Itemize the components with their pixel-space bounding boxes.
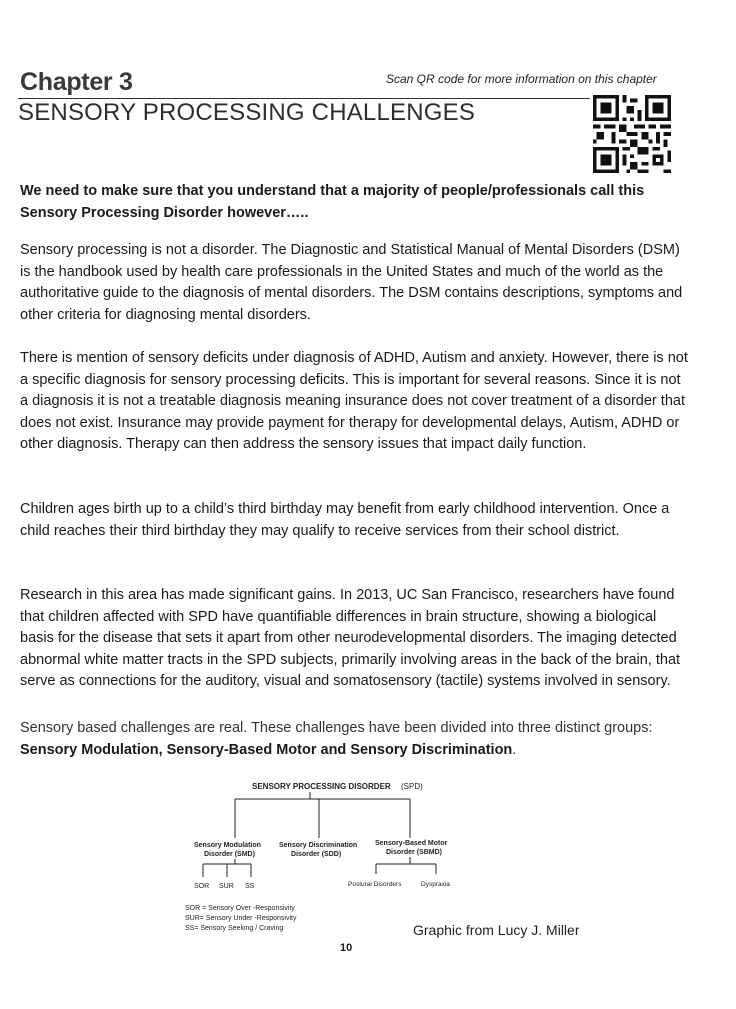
- diagram-legend-sor: SOR = Sensory Over -Responsivity: [185, 905, 295, 912]
- chapter-title: SENSORY PROCESSING CHALLENGES: [18, 99, 476, 126]
- diagram-node-sur: SUR: [219, 883, 234, 890]
- paragraph-dsm: Sensory processing is not a disorder. The Diagnostic and Statistical Manual of Mental Disorders (DSM) is the handbook used by health care professionals in the United States and much of the world as the authoritative guide to the diagnosis of mental disorders. The DSM contains descriptions, symptoms and other criteria for diagnosing mental disorders.: [20, 242, 683, 323]
- diagram-motor-line2: Disorder (SBMD): [386, 849, 443, 856]
- diagram-discrimination-line1: Sensory Discrimination: [279, 842, 358, 849]
- diagram-modulation-line2: Disorder (SMD): [204, 851, 255, 858]
- diagram-motor-line1: Sensory-Based Motor: [375, 840, 448, 847]
- diagram-root-abbr: (SPD): [401, 782, 423, 791]
- paragraph-diagnosis: There is mention of sensory deficits under diagnosis of ADHD, Autism and anxiety. However, there is not a specific diagnosis for sensory processing deficits. This is important for several reasons. Since it is not a diagnosis it is not a treatable diagnosis meaning insurance does not cover treatment of a disorder that does not exist. Insurance may provide payment for therapy for developmental delays, Autism, ADHD or other diagnosis. Therapy can then address the sensory issues that impact daily function.: [20, 350, 688, 452]
- spd-diagram: [180, 775, 480, 940]
- page-number: 10: [340, 942, 353, 954]
- diagram-discrimination-line2: Disorder (SDD): [291, 851, 342, 858]
- diagram-legend-sur: SUR= Sensory Under -Responsivity: [185, 915, 297, 922]
- groups-emphasis: Sensory Modulation, Sensory-Based Motor and Sensory Discrimination: [20, 741, 513, 758]
- intro-note: We need to make sure that you understand that a majority of people/professionals call this Sensory Processing Disorder however…..: [20, 183, 645, 221]
- diagram-node-sor: SOR: [194, 883, 210, 890]
- diagram-node-dyspraxia: Dyspraxia: [421, 881, 450, 888]
- diagram-legend-ss: SS= Sensory Seeking / Craving: [185, 925, 284, 932]
- diagram-root-label: SENSORY PROCESSING DISORDER: [252, 782, 391, 791]
- graphic-credit: Graphic from Lucy J. Miller: [413, 922, 580, 938]
- diagram-modulation-line1: Sensory Modulation: [194, 842, 261, 849]
- diagram-connectors: [203, 792, 436, 877]
- paragraph-research: Research in this area has made significant gains. In 2013, UC San Francisco, researchers have found that children affected with SPD have quantifiable differences in brain structure, showing a biological basis for the disease that sets it apart from other neurodevelopmental disorders. The imaging detected abnormal white matter tracts in the SPD subjects, primarily involving areas in the back of the brain, that serve as connections for the auditory, visual and somatosensory (tactile) systems involved in sensory.: [20, 587, 681, 689]
- paragraph-early-intervention: Children ages birth up to a child’s third birthday may benefit from early childhood intervention. Once a child reaches their third birthday they may qualify to receive services from their school district.: [20, 501, 670, 539]
- chapter-label: Chapter 3: [20, 68, 133, 96]
- qr-code-icon[interactable]: [593, 95, 671, 173]
- diagram-node-ss: SS: [245, 883, 255, 890]
- diagram-node-postural: Postural Disorders: [348, 881, 402, 888]
- qr-scan-note: Scan QR code for more information on this chapter: [386, 72, 657, 86]
- paragraph-groups: Sensory based challenges are real. These challenges have been divided into three distinct groups: Sensory Modulation, Sensory-Based Motor and Sensory Discrimination.: [20, 720, 653, 758]
